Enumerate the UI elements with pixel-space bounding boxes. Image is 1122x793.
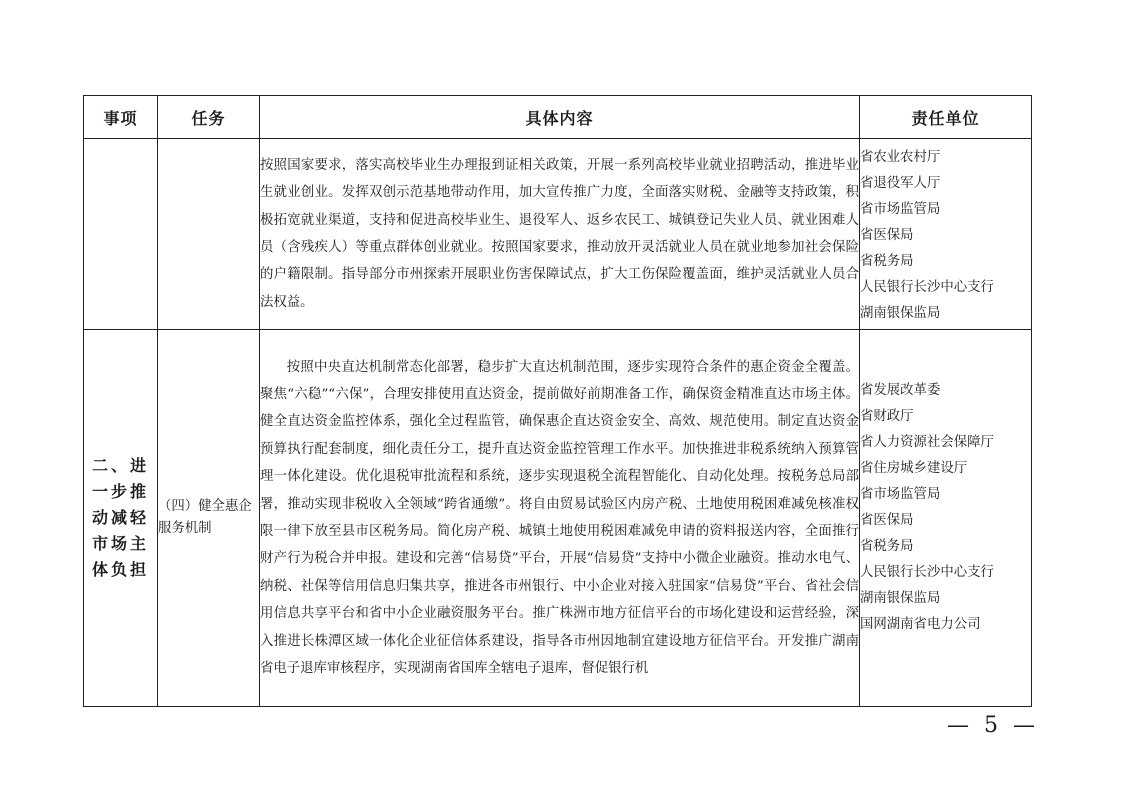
unit-item: 省发展改革委 — [860, 383, 941, 398]
content-cell — [260, 139, 860, 330]
content-text: 按照中央直达机制常态化部署，稳步扩大直达机制范围，逐步实现符合条件的惠企资金全覆盖。聚焦“六稳”“六保”，合理安排使用直达资金，提前做好前期准备工作，确保资金精准直达市场主体。健全直达资金监控体系，强化全过程监管，确保惠企直达资金安全、高效、规范使用。制定直达资金预算执行配套制度，细化责任分工，提升直达资金监控管理工作水平。加快推进非税系统纳入预算管理一体化建设。优化退税审批流程和系统，逐步实现退税全流程智能化、自动化处理。按税务总局部署，推动实现非税收入全领域“跨省通缴”。将自由贸易试验区内房产税、土地使用税困难减免核准权限一律下放至县市区税务局。简化房产税、城镇土地使用税困难减免申请的资料报送内容，全面推行财产行为税合并申报。建设和完善“信易贷”平台，开展“信易贷”支持中小微企业融资。推动水电气、纳税、社保等信用信息归集共享，推进各市州银行、中小企业对接入驻国家“信易贷”平台、省社会信用信息共享平台和省中小企业融资服务平台。推广株洲市地方征信平台的市场化建设和运营经验，深入推进长株潭区域一体化企业征信体系建设，指导各市州因地制宜建设地方征信平台。开发推广湖南省电子退库审核程序，实现湖南省国库全辖电子退库，督促银行机 — [260, 359, 859, 677]
matter-cell — [84, 139, 158, 330]
unit-item: 省农业农村厅 — [860, 150, 941, 165]
responsible-units-cell — [860, 330, 1032, 707]
header-task: 任务 — [158, 96, 260, 139]
task-cell: （四）健全惠企服务机制 — [158, 330, 260, 707]
unit-item: 省税务局 — [860, 254, 914, 269]
header-content: 具体内容 — [260, 96, 860, 139]
table-row — [84, 139, 1032, 330]
table-header-row — [84, 96, 1032, 139]
unit-item: 湖南银保监局 — [860, 591, 941, 606]
table-row — [84, 330, 1032, 707]
content-cell — [260, 330, 860, 707]
matter-cell: 二、进一步推动减轻市场主体负担 — [84, 330, 158, 707]
page-number: — 5 — — [947, 713, 1039, 738]
unit-item: 省医保局 — [860, 228, 914, 243]
task-cell — [158, 139, 260, 330]
unit-item: 国网湖南省电力公司 — [860, 617, 981, 632]
unit-item: 省财政厅 — [860, 409, 914, 424]
responsible-units-cell — [860, 139, 1032, 330]
policy-table — [83, 95, 1032, 707]
unit-item: 湖南银保监局 — [860, 306, 941, 321]
unit-item: 省市场监管局 — [860, 487, 941, 502]
unit-item: 省退役军人厅 — [860, 176, 941, 191]
header-matter: 事项 — [84, 96, 158, 139]
unit-item: 省人力资源社会保障厅 — [860, 435, 994, 450]
unit-item: 省住房城乡建设厅 — [860, 461, 968, 476]
header-responsible-unit: 责任单位 — [860, 96, 1032, 139]
content-text: 按照国家要求，落实高校毕业生办理报到证相关政策，开展一系列高校毕业就业招聘活动，推进毕业生就业创业。发挥双创示范基地带动作用，加大宣传推广力度，全面落实财税、金融等支持政策，积极拓宽就业渠道，支持和促进高校毕业生、退役军人、返乡农民工、城镇登记失业人员、就业困难人员（含残疾人）等重点群体创业就业。按照国家要求，推动放开灵活就业人员在就业地参加社会保险的户籍限制。指导部分市州探索开展职业伤害保障试点，扩大工伤保险覆盖面，维护灵活就业人员合法权益。 — [260, 157, 859, 310]
unit-item: 省医保局 — [860, 513, 914, 528]
unit-item: 人民银行长沙中心支行 — [860, 565, 994, 580]
unit-item: 省市场监管局 — [860, 202, 941, 217]
unit-item: 人民银行长沙中心支行 — [860, 280, 994, 295]
unit-item: 省税务局 — [860, 539, 914, 554]
